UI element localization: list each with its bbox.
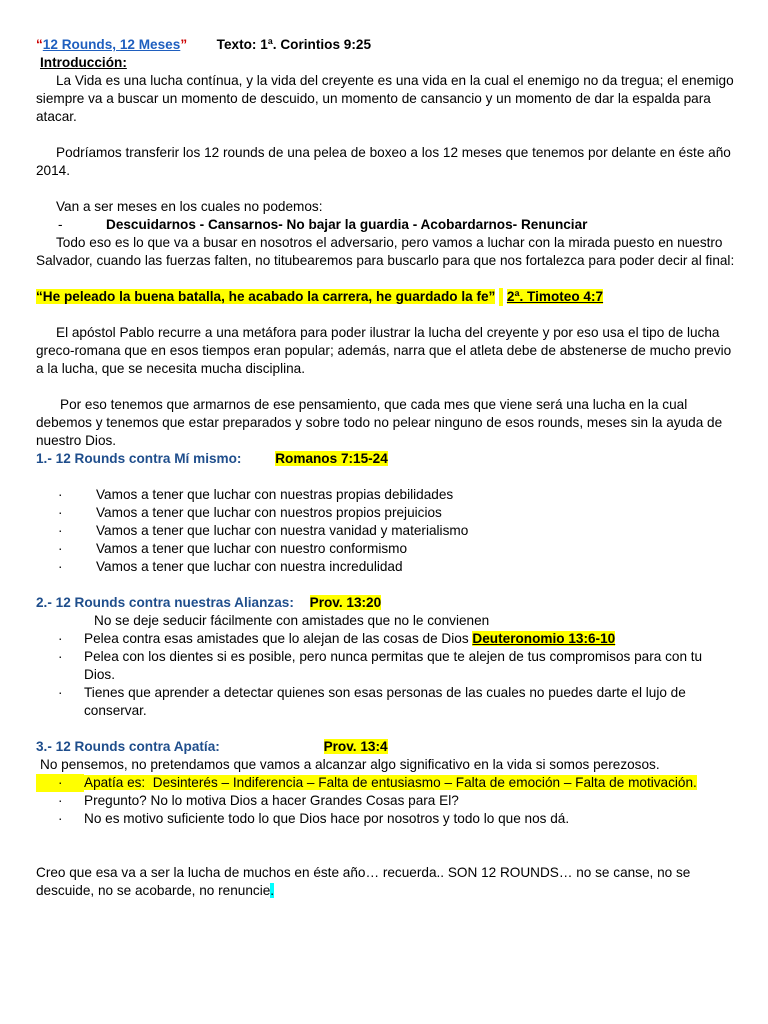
section-2-bullet-ref: Deuteronomio 13:6-10 — [472, 631, 616, 646]
dash-list-item — [36, 216, 736, 234]
paragraph-mes: Por eso tenemos que armarnos de ese pensamiento, que cada mes que viene será una lucha en la cual debemos y tenemos que estar preparados y sobre todo no pelear ninguno de esos rounds, meses sin la ayuda de nuestro Dios. — [36, 397, 723, 448]
texto-reference: Texto: 1ª. Corintios 9:25 — [216, 37, 372, 52]
intro-paragraph-2: Podríamos transferir los 12 rounds de una pelea de boxeo a los 12 meses que tenemos por delante en éste año 2014. — [36, 145, 731, 178]
section-2-ref: Prov. 13:20 — [309, 595, 382, 610]
list-item: · Pelea con los dientes si es posible, pero nunca permitas que te alejen de tus compromisos para con tu Dios. — [58, 649, 703, 682]
section-3-heading: 3.- 12 Rounds contra Apatía: Prov. 13:4 — [36, 739, 388, 754]
list-item: · Pregunto? No lo motiva Dios a hacer Grandes Cosas para El? — [58, 793, 459, 808]
list-item: · Apatía es: Desinterés – Indiferencia – Falta de entusiasmo – Falta de emoción – Falta de motivación. — [36, 774, 736, 792]
section-3-ref: Prov. 13:4 — [323, 739, 388, 754]
dash-marker: - — [58, 217, 63, 232]
list-item: · Vamos a tener que luchar con nuestro conformismo — [58, 541, 408, 556]
key-verse-ref: 2ª. Timoteo 4:7 — [506, 289, 604, 304]
paragraph-pablo: El apóstol Pablo recurre a una metáfora para poder ilustrar la lucha del creyente y por eso usa el tipo de lucha greco-romana que en esos tiempos eran popular; además, narra que el atleta debe de abstenerse de mucho previo a la lucha, que se necesita mucha disciplina. — [36, 325, 732, 376]
apatia-definition: Desinterés – Indiferencia – Falta de entusiasmo – Falta de emoción – Falta de motivación. — [152, 775, 697, 790]
list-item: · Vamos a tener que luchar con nuestras propias debilidades — [58, 487, 454, 502]
text-cursor[interactable]: . — [270, 883, 275, 898]
title-quote-close: ” — [180, 37, 188, 52]
list-item: · Vamos a tener que luchar con nuestra vanidad y materialismo — [58, 523, 469, 538]
section-2-intro: No se deje seducir fácilmente con amistades que no le convienen — [94, 613, 490, 628]
title-line — [36, 36, 736, 54]
intro-paragraph-4: Todo eso es lo que va a busar en nosotros el adversario, pero vamos a luchar con la mirada puesto en nuestro Salvador, cuando las fuerzas falten, no titubearemos para buscarlo para que nos fortalezca para poder decir al final: — [36, 235, 735, 268]
key-verse-line — [36, 288, 736, 306]
section-1-heading: 1.- 12 Rounds contra Mí mismo: Romanos 7:15-24 — [36, 451, 388, 466]
dash-list-text: Descuidarnos - Cansarnos- No bajar la guardia - Acobardarnos- Renunciar — [106, 217, 588, 232]
section-3-intro: No pensemos, no pretendamos que vamos a alcanzar algo significativo en la vida si somos perezosos. — [40, 757, 660, 772]
list-item: · Pelea contra esas amistades que lo alejan de las cosas de Dios Deuteronomio 13:6-10 — [58, 631, 616, 646]
title-quote-open: “ — [36, 37, 43, 52]
closing-paragraph: Creo que esa va a ser la lucha de muchos en éste año… recuerda.. SON 12 ROUNDS… no se canse, no se descuide, no se acobarde, no renuncie. — [36, 865, 691, 898]
list-item: · Tienes que aprender a detectar quienes son esas personas de las cuales no puedes darte el lujo de conservar. — [58, 685, 686, 718]
document-page — [36, 36, 736, 900]
section-2-heading: 2.- 12 Rounds contra nuestras Alianzas: Prov. 13:20 — [36, 595, 382, 610]
intro-heading: Introducción: — [40, 55, 127, 70]
intro-paragraph-3: Van a ser meses en los cuales no podemos: — [56, 199, 323, 214]
list-item: · Vamos a tener que luchar con nuestra incredulidad — [58, 559, 403, 574]
sermon-title[interactable]: 12 Rounds, 12 Meses — [42, 37, 181, 52]
section-1-ref: Romanos 7:15-24 — [275, 451, 388, 466]
list-item: · No es motivo suficiente todo lo que Dios hace por nosotros y todo lo que nos dá. — [58, 811, 570, 826]
intro-paragraph-1: La Vida es una lucha contínua, y la vida del creyente es una vida en la cual el enemigo no da tregua; el enemigo siempre va a buscar un momento de descuido, un momento de cansancio y un momento de dar la espalda para atacar. — [36, 73, 734, 124]
list-item: · Vamos a tener que luchar con nuestros propios prejuicios — [58, 505, 442, 520]
key-verse-text: “He peleado la buena batalla, he acabado la carrera, he guardado la fe” — [36, 289, 496, 304]
